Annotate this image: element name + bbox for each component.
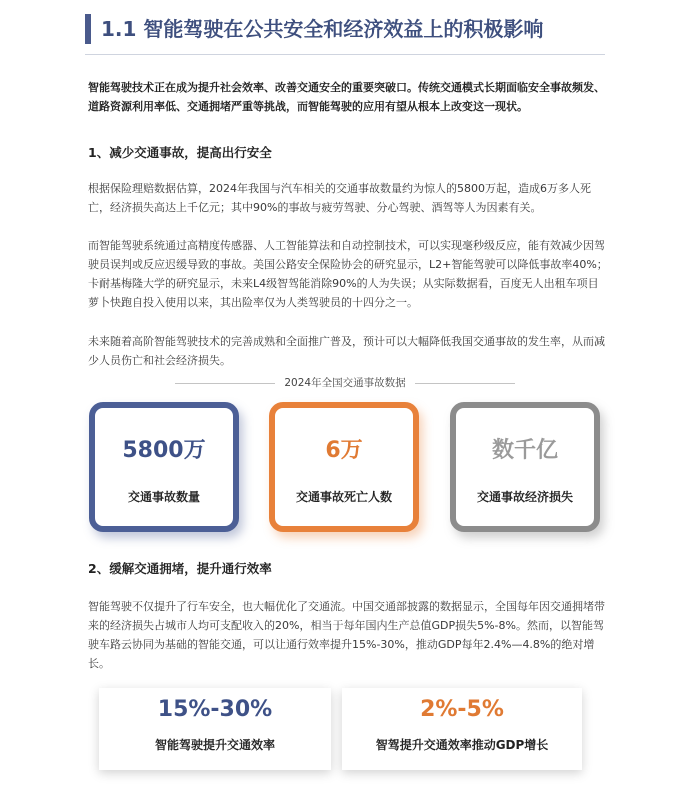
stat-label: 交通事故死亡人数 [295,490,392,504]
gain-label: 智驾提升交通效率推动GDP增长 [375,738,549,752]
congestion-paragraph: 智能驾驶不仅提升了行车安全，也大幅优化了交通流。中国交通部披露的数据显示，全国每年因交通拥堵带来的经济损失占城市人均可支配收入的20%，相当于每年国内生产总值GDP损失5%-8%。然而，以智能驾驶车路云协同为基础的智能交通，可以让通行效率提升15%-30%，推动GDP每年2.4%—4.8%的绝对增长。 [88,600,605,670]
stat-card-economic-loss [450,402,600,532]
stat-label: 交通事故经济损失 [476,490,573,504]
safety-heading: 1、减少交通事故，提高出行安全 [88,145,272,160]
section-title-block [85,12,605,52]
intro-paragraph: 智能驾驶技术正在成为提升社会效率、改善交通安全的重要突破口。传统交通模式长期面临安全事故频发、道路资源利用率低、交通拥堵严重等挑战，而智能驾驶的应用有望从根本上改变这一现状。 [88,81,605,113]
section-title: 1.1 智能驾驶在公共安全和经济效益上的积极影响 [101,17,544,41]
gain-value: 15%-30% [157,697,273,722]
stat-label: 交通事故数量 [127,490,200,504]
stat-value: 6万 [325,438,363,463]
title-divider [85,54,605,55]
stat-card-accident-count [89,402,239,532]
stat-card-deaths [269,402,419,532]
stats-title-line-right [415,383,515,384]
stats-title-block [175,373,515,393]
gain-label: 智能驾驶提升交通效率 [154,738,275,752]
gain-value: 2%-5% [420,697,504,722]
stat-value: 5800万 [122,438,206,463]
safety-paragraph-3: 未来随着高阶智能驾驶技术的完善成熟和全面推广普及，预计可以大幅降低我国交通事故的发生率，从而减少人员伤亡和社会经济损失。 [88,335,605,367]
safety-paragraph-2: 而智能驾驶系统通过高精度传感器、人工智能算法和自动控制技术，可以实现毫秒级反应，能有效减少因驾驶员误判或反应迟缓导致的事故。美国公路安全保险协会的研究显示，L2+智能驾驶可以降低事故率40%；卡耐基梅隆大学的研究显示，未来L4级智驾能消除90%的人为失误；从实际数据看，百度无人出租车项目萝卜快跑自投入使用以来，其出险率仅为人类驾驶员的十四分之一。 [88,239,608,309]
title-accent-bar [85,14,91,44]
gain-card-traffic-efficiency [99,688,331,770]
gain-card-gdp-growth [342,688,582,770]
safety-paragraph-1: 根据保险理赔数据估算，2024年我国与汽车相关的交通事故数量约为惊人的5800万起，造成6万多人死亡，经济损失高达上千亿元；其中90%的事故与疲劳驾驶、分心驾驶、酒驾等人为因素有关。 [88,182,591,214]
stats-title: 2024年全国交通事故数据 [284,377,406,389]
congestion-heading: 2、缓解交通拥堵，提升通行效率 [88,561,272,576]
stat-value: 数千亿 [491,438,558,463]
